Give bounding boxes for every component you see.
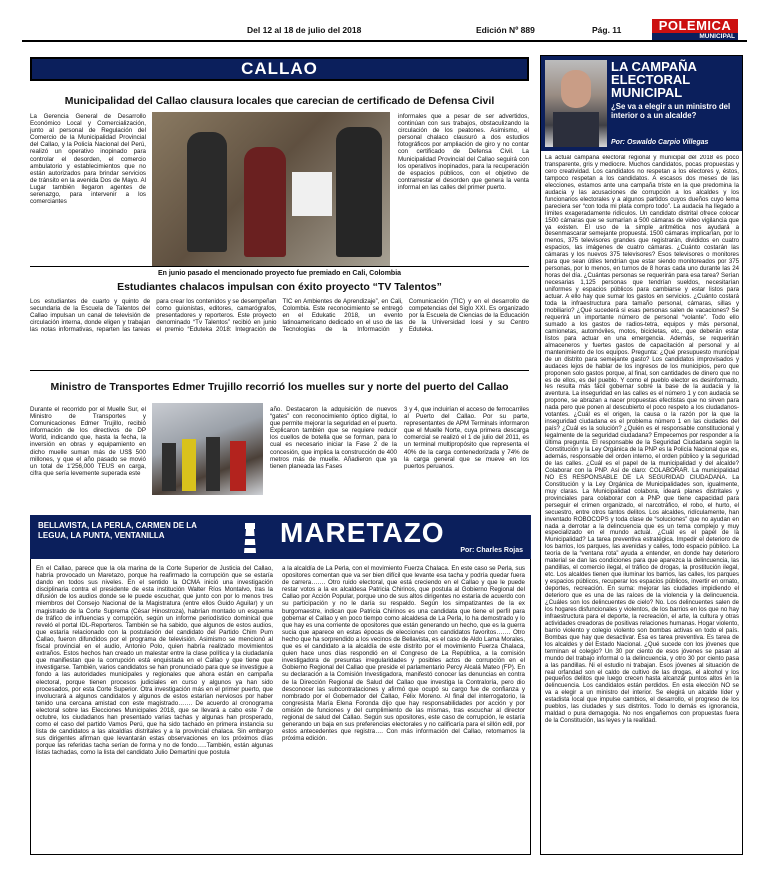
callao-section-title: CALLAO [241, 59, 318, 78]
story3-col3: 3 y 4, que incluirían el acceso de ferrocarriles al Puerto del Callao. Por su parte, representantes de APM Terminals informaron que el Muelle Norte, cuya primera descarga comercial se realizó el 1 de julio del 2011, es un terminal multipropósito que representa el 40% de la carga contenedorizada y 74% de la carga general que se mueve en los puertos peruanos. [404, 406, 529, 470]
callao-section-bar [30, 57, 529, 81]
maretazo-header [30, 515, 531, 559]
logo-main: POLEMICA [652, 19, 738, 33]
lighthouse-icon [235, 519, 265, 555]
story3-photo [152, 403, 263, 495]
author-photo [545, 60, 607, 147]
story2-divider [30, 370, 529, 371]
header-page: Pág. 11 [592, 25, 622, 35]
maretazo-byline: Por: Charles Rojas [460, 547, 523, 554]
maretazo-col1: En el Callao, parece que la ola marina de la Corte Superior de Justicia del Callao, habría provocado un Maretazo, porque ha reafirmado la corrupción que se estaría dando en todos sus niveles. En el sentido la OCMA inició una investigación disciplinaria contra el presidente de esta institución Walter Ríos Montalvo, tras la difusión de los audios donde se le puede escuchar, que junto con por lo menos tres miembros del Consejo Nacional de la Magistratura (entre ellos Guido Aguilar) y un magistrado de la Corte Suprema (César Hinostroza), habrían montado un esquema de tráfico de influencias y corrupción, según un informe periodístico dominical que reveló el portal IDL-Reporteros. También se ha sabido, que algunos de estos audios, que estaría relacionado con la postulación del candidato del Partido Chim Pum Callao, fueron difundidos por el programa de televisión. Asimismo se mencionó al fiscal provincial en el audio, Antonio Polo, quien habría realizado movimientos extraños. Estos hechos han creado un malestar entre la clase política y la ciudadanía que manifiestan que la corrupción está enquistada en el Callao y que tiene que investigarse. También, varios candidatos se han pronunciado para que se investigue a fondo a las autoridades municipales y regionales que ahora están en campaña electoral, porque tienen procesos judiciales en curso y algunos ya han sido procesados, por esta Corte Superior. Otra investigación más en el primer puerto, que involucrará a algunos candidatos y algunos de estos estarían nerviosos por haber tenido una cercana amistad con este magistrado……. De acuerdo al cronograma electoral sobre las Elecciones Municipales 2018, que se llevará a cabo este 7 de octubre, los ciudadanos han presentado varias tachas y algunas han prosperado, como el caso del partido Vamos Perú, que ha sido tachado en primera instancia su lista de candidatos a las alcaldías distritales y a la provincial chalaca. Sin embargo sus dirigentes afirman que levantarán estas observaciones en los próximos días porque las referidas tacha serían de forma y no de fondo…..También, están algunas listas tachadas, como la lista del candidato Julio Demartini que postula [36, 565, 273, 757]
header-edition: Edición Nº 889 [476, 25, 535, 35]
story3-col1: Durante el recorrido por el Muelle Sur, el Ministro de Transportes y Comunicaciones Edmer Trujillo, recibió información de los directivos de DP World, indicando que, hasta la fecha, la inversión en obras y equipamiento en dicho muelle suman más de US$ 500 millones, y que el año pasado se movió un total de 1'256,000 TEUS en carga, cifra que sería levemente superada este [30, 406, 146, 477]
opinion-header [541, 56, 742, 151]
story1-col1: La Gerencia General de Desarrollo Económico Local y Comercialización, junto al personal de Regulación del Comercio de la Municipalidad Provincial del Callao, y la Policía Nacional del Perú, realizó un operativo inopinado para controlar el desorden, el comercio ambulatorio y establecimientos que no están autorizados para brindar servicios de tránsito en la avenida Dos de Mayo. Al Lugar también llegaron agentes de serenazgo, para intervenir a los comerciantes [30, 113, 146, 206]
story3-title: Ministro de Transportes Edmer Trujillo recorrió los muelles sur y norte del puerto del Callao [50, 381, 509, 393]
header-date: Del 12 al 18 de julio del 2018 [247, 25, 362, 35]
opinion-body: La actual campaña electoral regional y municipal del 2018 es poco transparente, gris y mediocre. Muchos candidatos, pocas propuestas y cero creatividad. Los candidatos no respetan a los electores y, éstos, tampoco respetan a los candidatos. A escasos dos meses de las elecciones, estamos ante una campaña triste en la que predomina la audacia y las acusaciones de corrupción a los alcaldes y los funcionarios electorales y a algunos partidos cuyos dueños cuyo lema pareciera ser “con toda mi plata compro todo”. La audacia ha llegado a límites exageradamente ridículos. Un candidato distrital ofrece colocar 1500 cámaras que se sumarían a 500 cámaras de video vigilancia que ya existen. El uso de la simple aritmética nos ayudará a desenmascarar semejante propuesta. 1500 cámaras implicarían, por lo menos, 375 televisores grandes que registrarán, divididos en cuatro espacios, las imágenes de cuatro cámaras. ¿Cuánto costarán las cámaras y los nuevos 375 televisores? Esos televisores o monitores para que sean útiles tendrían que estar siendo monitoreados por 375 personas, por lo menos, en turnos de 8 horas cada uno durante las 24 horas del día. ¿Cuántas personas se requerirán para esa tarea? Serían necesarias 1,125 personas que tendrían sueldos, necesitarían uniformes y espacios públicos para cambiarse y estar listos para actuar. A ello hay que sumar los gastos en servicios. ¿Cuánto costará toda la infraestructura para tamaño personal, cámaras, sillas y mobiliario? ¿Qué sucederá si esas personas salen de vacaciones? Se requerirá un importante número de personal “volante”. Todo ello sumado a los gastos de radios-tetra, equipos y más personal, camionetas, automóviles, motos, bicicletas, etc., que deberán estar listos para actuar en una emergencia. Además, se requerirán almaceneros y fuertes gastos de capacitación al personal y al mantenimiento de los equipos. Pregunta: ¿Qué presupuesto municipal de un distrito para semejante gasto? Los candidatos improvisados y audaces lejos de hablar de los ingresos de los municipios, pero que proponen solo gastos porque, al final, son cantidades de dinero que no es de ellos, es del pueblo. Y como el pueblo elector es desinformado, les resulta más fácil gobernar sobre la base de la audacia y la aventura. La inseguridad en las calles es el número 1 y con audacia se propone, se abrazan a nacer propuestas efectistas que no sirven para nada pero que ponen al descubierto el poco respeto a los ciudadanos-votantes. ¿Cuál es el origen, la causa o la razón por la que la inseguridad ciudadana es el problema número 1 en las ciudades del país? ¿Cuál es la solución? ¿Quién es el responsable constitucional y legalmente de la seguridad ciudadana? Empecemos por responder a la última pregunta. El responsable de la Seguridad Ciudadana según la Constitución y la Ley Orgánica de la PNP es la Policía Nacional que es, además, responsable del orden interno, el orden público y la seguridad de las calles. ¿Cuál es el papel de la municipalidad y del alcalde? Colaborar con la PNP. Así de claro: COLABORAR. La municipalidad NO ES RESPONSABLE DE LA SEGURIDAD CIUDADANA. La Constitución y la Ley Orgánica de Municipalidades son, igualmente, muy claras. La Municipalidad colabora, ideará planes distritales y provinciales para colaborar con a PNP que tiene capacidad para perseguir el crimen organizado, el narcotráfico, el robo, el hurto, el secuestro, entre otros tantos delitos. Los alcaldes, ridículamente, han inventado ROBOCOPS y toda clase de “soluciones” que no ayudan en nada a derrotar a la delincuencia que es un tema complejo y muy especializado en el mundo actual. ¿Cuál es el papel de la Municipalidad? La tarea preventiva estratégica. Impedir el deterioro de los barrios, los parques, las avenidas y calles, todo espacio público. La teoría de la “ventana rota” ayuda a entender, en donde hay deterioro material se dan las condiciones para que aparezca la delincuencia, las pandillas, el comercio ilegal, el tráfico de drogas, la prostitución ilegal, etc. Los alcaldes tienen que iluminar los barrios, las calles, los parques y espacios públicos, recuperar los espacios públicos, invertir en ornato, deportes, recreación. En suma: mejorar las ciudades impidiendo el deterioro que es una de las raíces de la violencia y la delincuencia. ¿Cuáles son los delincuentes de cielo? No. Los delincuentes salen de los hogares disfuncionales y violentos, de los barrios en los que no hay infraestructura para el deporte, la recreación, el arte, la cultura y otras actividades creadoras de positivas relaciones humanas. Hogar violento, barrio violento y colegio violento son bombas activas en todo el país. Bombas que hay que desactivar. Ésa es tarea preventiva. Es tarea de los alcaldes y del Estado Nacional. ¿Qué sucede con los jóvenes que terminan el colegio? Un 30 por ciento de esos jóvenes se pasan al mundo del trabajo informal o la delincuencia, y otro 30 por ciento pasa a las pandillas. Ni el estudio ni trabajan. Esos jóvenes al situación de real orfandad son el caldo de cultivo de las drogas, el alcohol y los pequeños delitos que luego crecen hasta alcanzar puntos altos en la delincuencia. Los candidatos están perdidos. En esta elección NO se va a elegir a un ministro del interior. Se elegirá un alcalde líder y estadista local que impulse cambios, el desarrollo, el progreso de los pueblos, las ciudades y sus distritos. Todo lo demás es ignorancia, maldad o pura demagogia. No nos engañemos con propuestas fuera de la Constitución, las leyes y la realidad. [545, 155, 739, 725]
story2-body: Los estudiantes de cuarto y quinto de secundaria de la Escuela de Talentos del Callao impulsan un canal de televisión de circulación interna, donde eligen y trabajan las notas informativas, reparten las tareas para crear los contenidos y se desempeñan como guionistas, editores, camarógrafos, presentadores y reporteros. Este proyecto denominado “Tv Talentos” recibió en junio el premio “Eduteka 2018: Integración de TIC en Ambientes de Aprendizaje”, en Cali, Colombia. Este reconocimiento se entregó en el Edukatic 2018, un evento latinoamericano dedicado en el uso de las Tecnologías de la Información y Comunicación (TIC) y en el desarrollo de competencias del Siglo XXI. Es organizado por la Escuela de Ciencias de la Educación de la Universidad Icesi y su Centro Eduteka. [30, 298, 529, 334]
story1-title: Municipalidad del Callao clausura locales que carecian de certificado de Defensa Civil [64, 95, 495, 107]
story1-divider [30, 266, 529, 267]
header-rule [22, 40, 747, 42]
maretazo-col2: a la alcaldía de La Perla, con el movimiento Fuerza Chalaca. En este caso se Perla, sus opositores comentan que va ser bien difícil que levante esa tacha y podría quedar fuera de carrera……. Otro ruido electoral, que está creciendo en el Callao y que le puede restar votos a la ex alcaldesa Patricia Chirinos, que postula al Gobierno Regional del Callao por Acción Popular, porque uno de sus altos dirigentes no estaría de acuerdo con su participación y no le daría su respaldo. Según los simpatizantes de la ex burgomaestre, indican que Patricia Chirinos es una candidata que tiene el perfil para gobernar el Callao y en poco tiempo como alcaldesa de La Perla, lo ha demostrado y lo que hay es una corriente de opositores que están generando un hecho, que es la guerra sucia que aparece en estas épocas de elecciones con candidatos favoritos……. Otro hecho que ha sorprendido a los vecinos de Bellavista, es el caso de Aldo Lama Morales, que es el candidato a la alcaldía de este distrito por el movimiento Fuerza Chalaca, quien hace unos días respondió en el Congreso de La República, a la comisión investigadora de presuntas irregularidades y posibles actos de corrupción en el Gobierno Regional del Callao que preside el parlamentario Percy Alcalá Mateo (FP). En su declaración a la Comisión Investigadora, manifestó conocer las denuncias en contra de la Dirección Regional de Salud del Callao que investiga la Contraloría, pero dio desconocer las subcontrataciones y afirmó que ocupó su cargo fue de confianza y nombrado por el Gobernador del Callao, Félix Moreno. Al final del interrogatorio, la congresista María Elena Foronda dijo que hay responsabilidades por acción y por omisión de funciones y del cumplimiento de las mismas, tras escuchar al director regional de salud del Callao. Según sus opositores, este caso de corrupción, le estaría generando un baja en sus preferencias electorales y no calificaría para el sillón edil, por estos antecedentes que registra…. Con más información del Callao, retomamos la próxima edición. [282, 565, 525, 743]
story1-photo [152, 112, 390, 267]
story2-title: Estudiantes chalacos impulsan con éxito proyecto “TV Talentos” [117, 281, 442, 293]
maretazo-left-label: BELLAVISTA, LA PERLA, CARMEN DE LA LEGUA, LA PUNTA, VENTANILLA [38, 521, 197, 540]
story1-col2: informales que a pesar de ser advertidos, continúan con sus trabajos, obstaculizando la circulación de los peatones. Asimismo, el personal chalaco clausuró a dos estudios fotográficos por ampliación de giro y no contar con certificado de Defensa Civil. La Municipalidad Provincial del Callao seguirá con los operativos inopinados, para la recuperación de espacios públicos, con el objetivo de contrarrestar el desorden que genera la venta informal en las calles del primer puerto. [398, 113, 529, 191]
opinion-title: LA CAMPAÑA ELECTORAL MUNICIPAL [611, 59, 697, 100]
logo [652, 19, 738, 41]
maretazo-title: MARETAZO [280, 517, 445, 548]
story3-col2: año. Destacaron la adquisición de nuevos “gates” con reconocimiento óptico digital, lo que permite mejorar la seguridad en el puerto. Explicaron también que se requiere reducir los cuellos de botella que se forman, para lo cual es necesario iniciar la Fase 2 de la concesión, que implica la construcción de 400 metros más de muelle. Añadieron que ya tienen planeada las Fases [270, 406, 397, 470]
opinion-question: ¿Se va a elegir a un ministro del interior o a un alcalde? [611, 102, 731, 120]
opinion-byline: Por: Oswaldo Carpio Villegas [611, 139, 709, 146]
logo-sub: MUNICIPAL [652, 33, 738, 41]
story2-kicker: En junio pasado el mencionado proyecto fue premiado en Cali, Colombia [157, 270, 402, 277]
